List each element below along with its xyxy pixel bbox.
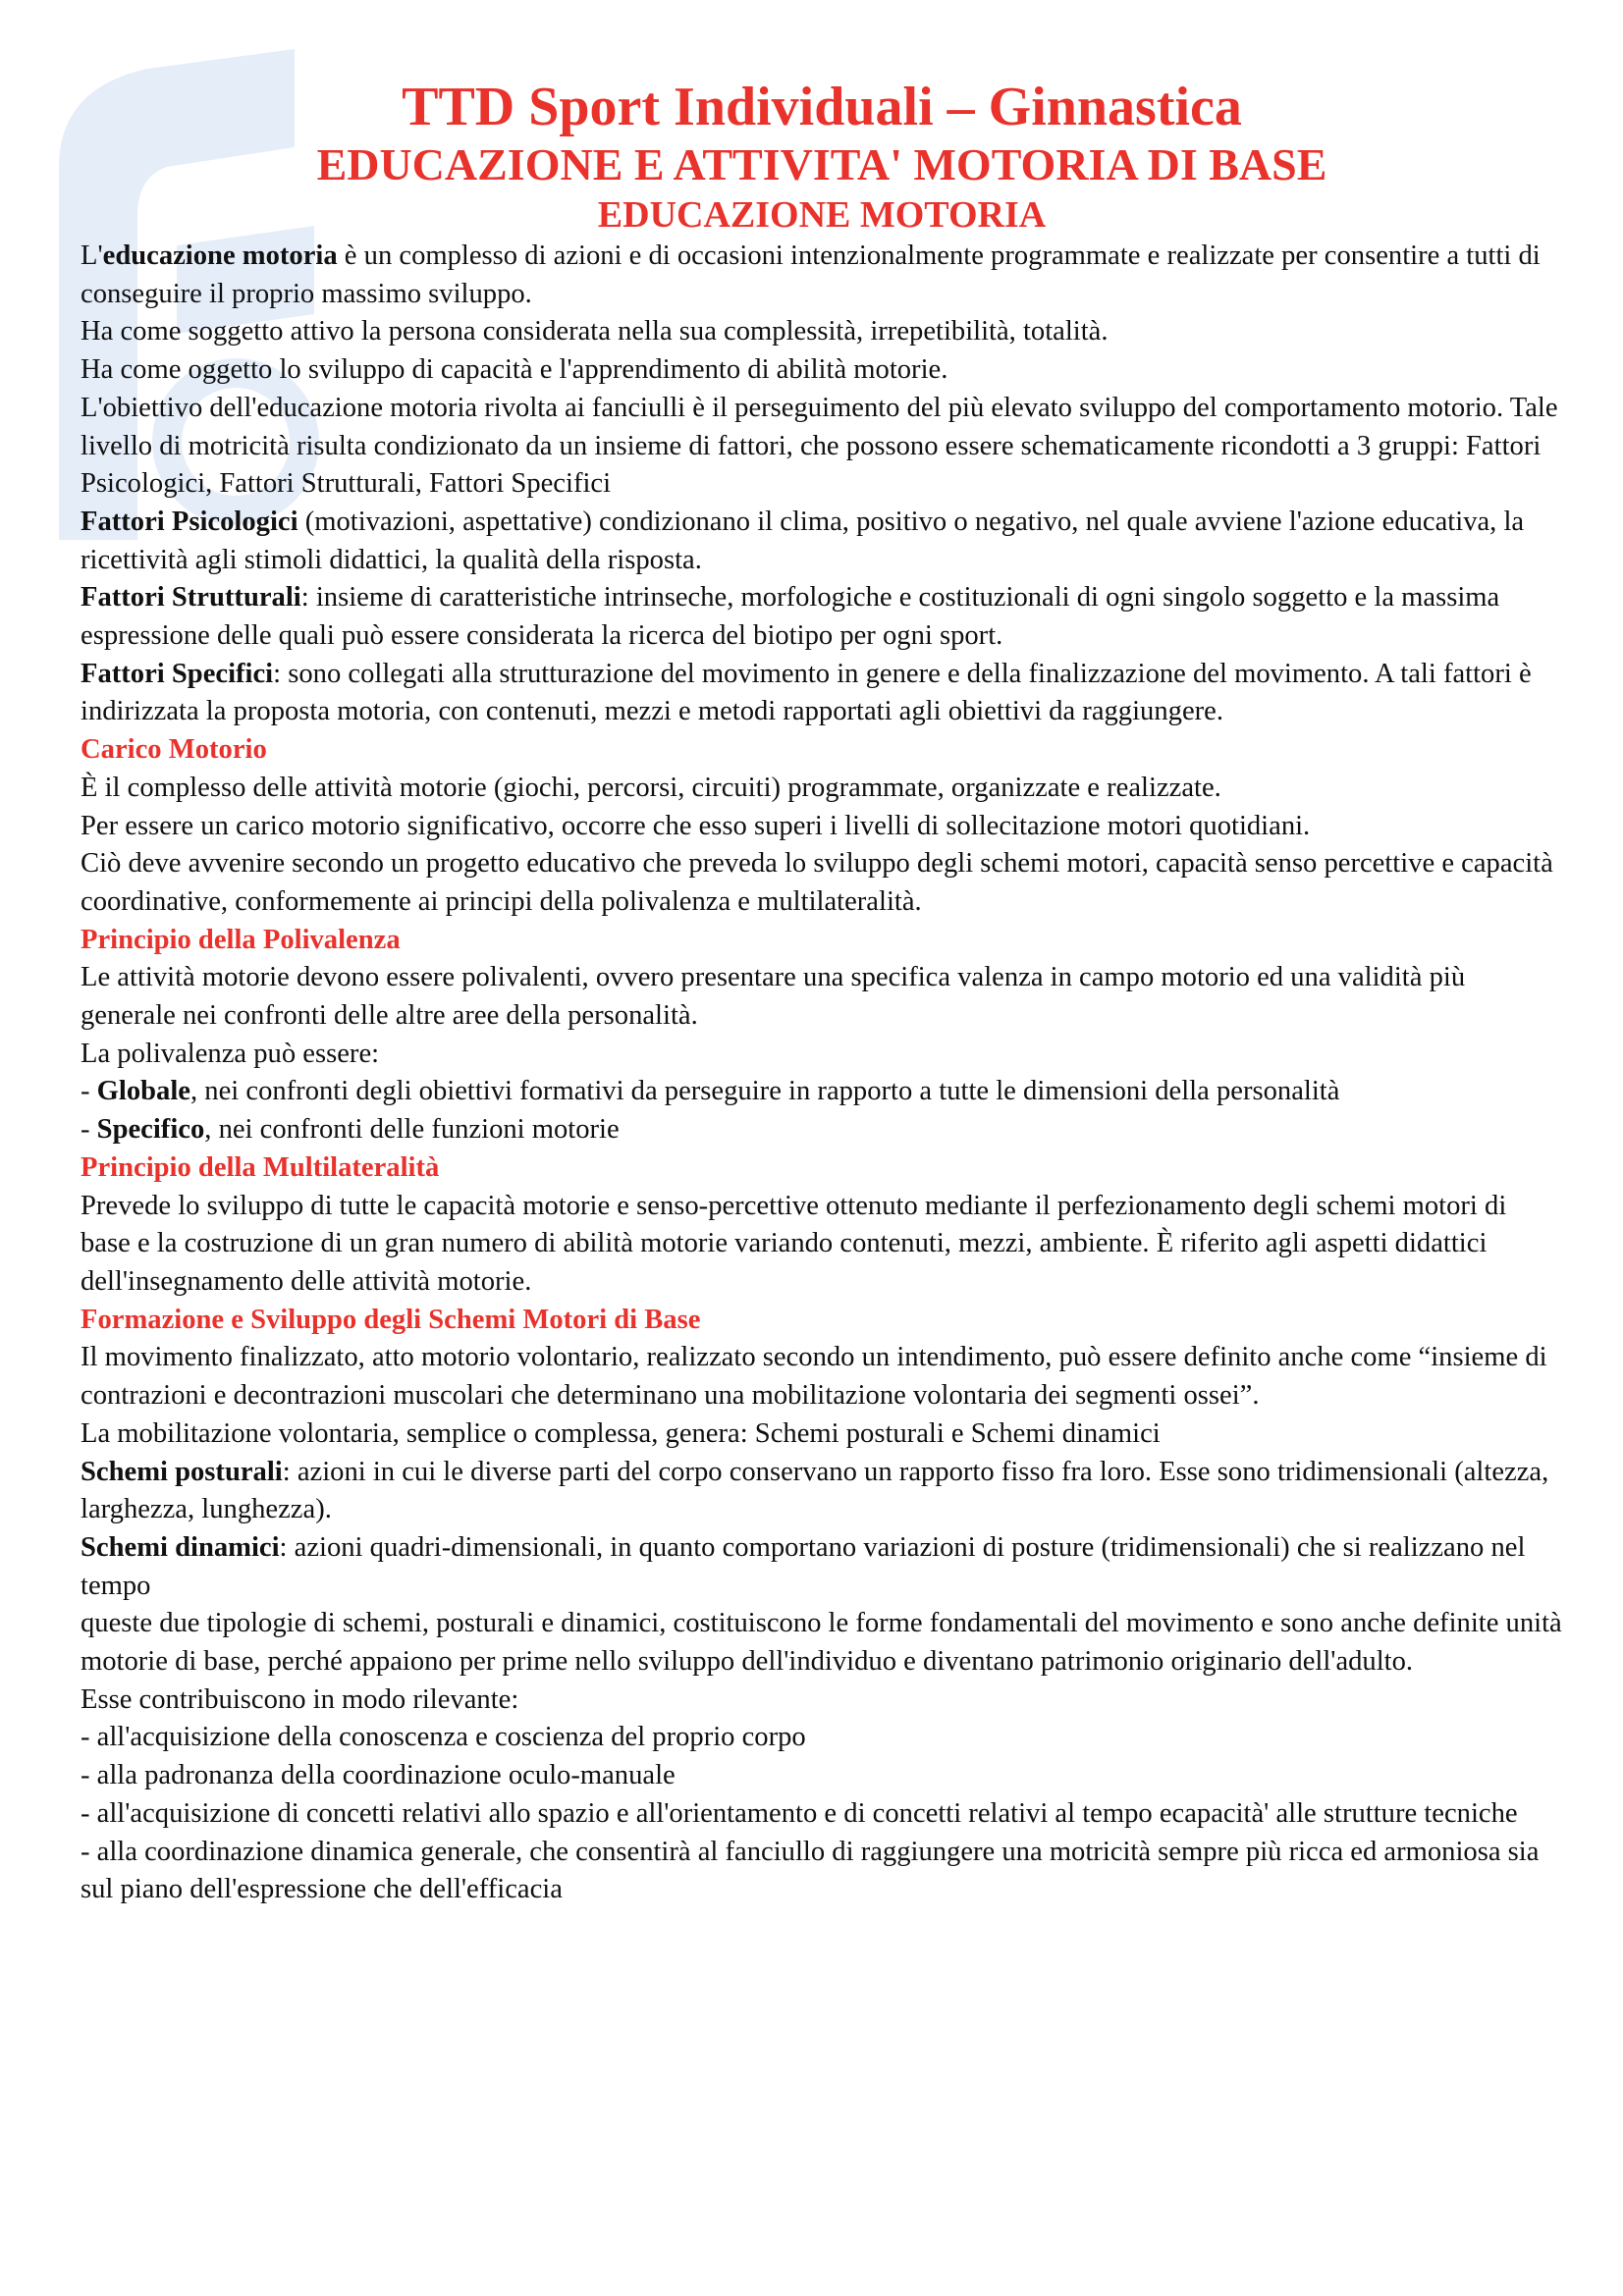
document-content [81,77,1563,1909]
paragraph: Ha come oggetto lo sviluppo di capacità e l'apprendimento di abilità motorie. [81,354,948,386]
paragraph: Ciò deve avvenire secondo un progetto educativo che preveda lo sviluppo degli schemi motori, capacità senso percettive e capacità coordinative, conformemente ai principi della polivalenza e multilateralità. [81,848,1553,917]
paragraph: Schemi dinamici: azioni quadri-dimensionali, in quanto comportano variazioni di posture (tridimensionali) che si realizzano nel tempo [81,1531,1526,1601]
heading-multilateralita: Principio della Multilateralità [81,1151,440,1183]
heading-carico-motorio: Carico Motorio [81,734,267,766]
section-title: EDUCAZIONE MOTORIA [597,194,1047,236]
paragraph: Ha come soggetto attivo la persona considerata nella sua complessità, irrepetibilità, totalità. [81,316,1109,347]
paragraph: queste due tipologie di schemi, posturali e dinamici, costituiscono le forme fondamentali del movimento e sono anche definite unità motorie di base, perché appaiono per prime nello sviluppo dell'individuo e diventano patrimonio originario dell'adulto. [81,1608,1562,1678]
paragraph: Fattori Specifici: sono collegati alla strutturazione del movimento in genere e della finalizzazione del movimento. A tali fattori è indirizzata la proposta motoria, con contenuti, mezzi e metodi rapportati agli obiettivi da raggiungere. [81,658,1532,727]
title-block [81,77,1563,238]
list-item: - all'acquisizione della conoscenza e coscienza del proprio corpo [81,1722,806,1753]
paragraph: Il movimento finalizzato, atto motorio volontario, realizzato secondo un intendimento, può essere definito anche come “insieme di contrazioni e decontrazioni muscolari che determinano una mobilitazione volontaria dei segmenti ossei”. [81,1342,1547,1412]
paragraph: Per essere un carico motorio significativo, occorre che esso superi i livelli di sollecitazione motori quotidiani. [81,810,1311,841]
paragraph: Schemi posturali: azioni in cui le diverse parti del corpo conservano un rapporto fisso fra loro. Esse sono tridimensionali (altezza, larghezza, lunghezza). [81,1456,1549,1525]
heading-schemi-motori: Formazione e Sviluppo degli Schemi Motori di Base [81,1304,701,1335]
list-item: - Globale, nei confronti degli obiettivi formativi da perseguire in rapporto a tutte le dimensioni della personalità [81,1076,1340,1107]
list-item: - all'acquisizione di concetti relativi allo spazio e all'orientamento e di concetti relativi al tempo ecapacità' alle strutture tecniche [81,1797,1518,1829]
paragraph: La polivalenza può essere: [81,1038,380,1069]
document-title: TTD Sport Individuali – Ginnastica [402,77,1242,137]
paragraph: Esse contribuiscono in modo rilevante: [81,1683,519,1715]
paragraph: L'obiettivo dell'educazione motoria rivolta ai fanciulli è il perseguimento del più elevato sviluppo del comportamento motorio. Tale livello di motricità risulta condizionato da un insieme di fattori, che possono essere schematicamente ricondotti a 3 gruppi: Fattori Psicologici, Fattori Strutturali, Fattori Specifici [81,392,1558,500]
paragraph: È il complesso delle attività motorie (giochi, percorsi, circuiti) programmate, organizzate e realizzate. [81,772,1221,803]
list-item: - Specifico, nei confronti delle funzioni motorie [81,1114,620,1146]
list-item: - alla coordinazione dinamica generale, che consentirà al fanciullo di raggiungere una motricità sempre più ricca ed armoniosa sia sul piano dell'espressione che dell'efficacia [81,1836,1540,1905]
paragraph: Fattori Psicologici (motivazioni, aspettative) condizionano il clima, positivo o negativo, nel quale avviene l'azione educativa, la ricettività agli stimoli didattici, la qualità della risposta. [81,506,1525,575]
heading-polivalenza: Principio della Polivalenza [81,924,401,955]
paragraph: La mobilitazione volontaria, semplice o complessa, genera: Schemi posturali e Schemi dinamici [81,1417,1161,1449]
paragraph: L'educazione motoria è un complesso di azioni e di occasioni intenzionalmente programmate e realizzate per consentire a tutti di conseguire il proprio massimo sviluppo. [81,240,1541,309]
paragraph: Fattori Strutturali: insieme di caratteristiche intrinseche, morfologiche e costituzionali di ogni singolo soggetto e la massima espressione delle quali può essere considerata la ricerca del biotipo per ogni sport. [81,582,1500,652]
document-subtitle: EDUCAZIONE E ATTIVITA' MOTORIA DI BASE [316,139,1327,189]
paragraph: Prevede lo sviluppo di tutte le capacità motorie e senso-percettive ottenuto mediante il perfezionamento degli schemi motori di base e la costruzione di un gran numero di abilità motorie variando contenuti, mezzi, ambiente. È riferito agli aspetti didattici dell'insegnamento delle attività motorie. [81,1190,1507,1297]
list-item: - alla padronanza della coordinazione oculo-manuale [81,1760,676,1791]
paragraph: Le attività motorie devono essere polivalenti, ovvero presentare una specifica valenza in campo motorio ed una validità più generale nei confronti delle altre aree della personalità. [81,962,1466,1032]
